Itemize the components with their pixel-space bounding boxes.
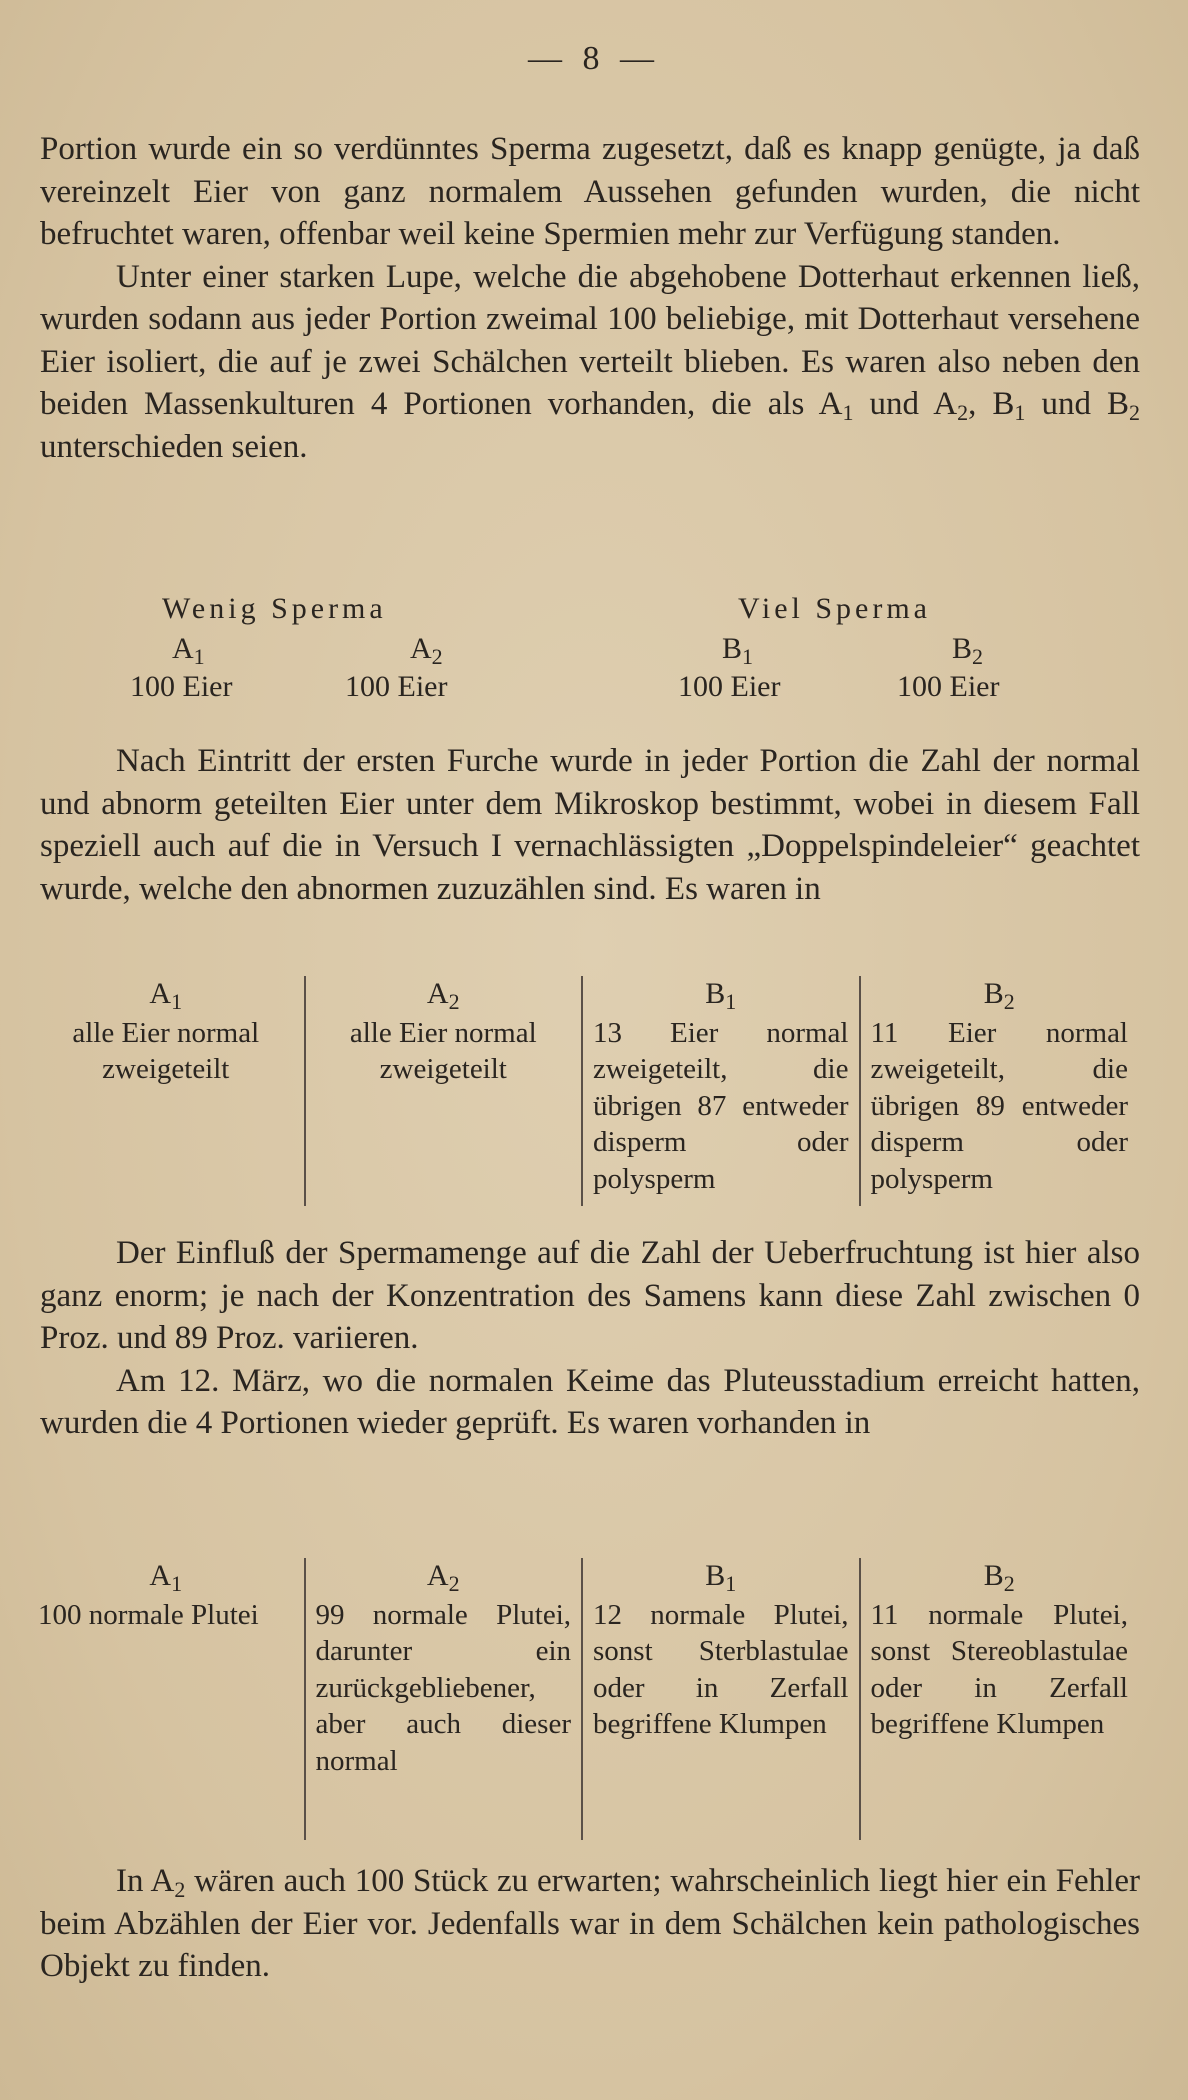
table-pluteus-stage bbox=[28, 1558, 1138, 1840]
paragraph-2: Unter einer starken Lupe, welche die abgehobene Dotterhaut erkennen ließ, wurden sodann aus jeder Portion zweimal 100 beliebige, mit Dotterhaut versehene Eier isoliert, die auf je zwei Schälchen verteilt blieben. Es waren also neben den beiden Massenkulturen 4 Portionen vorhanden, die als $A_1$ und $A_2$, $B_1$ und $B_2$ unterschieden seien. bbox=[40, 258, 1140, 465]
count-b2: 100 Eier bbox=[897, 670, 1000, 703]
paragraph-2-text: Unter einer starken Lupe, welche die abgehobene Dotterhaut erkennen ließ, wurden sodann aus jeder Portion zweimal 100 beliebige, mit Dotterhaut versehene Eier isoliert, die auf je zwei Schälchen verteilt blieben. Es waren also neben den beiden Massenkulturen 4 Portionen vorhanden, die als bbox=[40, 258, 1140, 422]
count-b1: 100 Eier bbox=[678, 670, 781, 703]
table2-col-b2: $B_2$ 11 normale Plutei, sonst Stereoblastulae oder in Zerfall begriffene Klumpen bbox=[861, 1558, 1139, 1840]
table1-cell-a1: alle Eier normal zweigeteilt bbox=[72, 1016, 260, 1085]
portion-a1: $A_1$ bbox=[172, 632, 205, 669]
table1-cell-b1: 13 Eier normal zweigeteilt, die übrigen 87 entweder disperm oder polysperm bbox=[593, 1016, 849, 1195]
body-text-bottom bbox=[40, 1860, 1140, 1988]
label-b2: $B_2$ bbox=[1106, 386, 1140, 425]
body-text-top bbox=[40, 128, 1140, 468]
label-a1: $A_1$ bbox=[818, 386, 854, 425]
table1-cell-b2: 11 Eier normal zweigeteilt, die übrigen 89 entweder disperm oder polysperm bbox=[870, 1016, 1128, 1195]
page-number: — 8 — bbox=[528, 40, 660, 77]
table-first-furrow bbox=[28, 976, 1138, 1206]
heading-viel-sperma: Viel Sperma bbox=[738, 592, 931, 625]
label-b1: $B_1$ bbox=[992, 386, 1026, 425]
paragraph-2-end: unterschieden seien. bbox=[40, 428, 308, 465]
paragraph-1: Portion wurde ein so verdünntes Sperma zugesetzt, daß es knapp genügte, ja daß vereinzelt Eier von ganz normalem Aussehen gefunden wurden, die nicht befruchtet waren, offenbar weil keine Spermien mehr zur Verfügung standen. bbox=[40, 131, 1140, 252]
paragraph-4: Der Einfluß der Spermamenge auf die Zahl der Ueberfruchtung ist hier also ganz enorm; je nach der Konzentration des Samens kann diese Zahl zwischen 0 Proz. und 89 Proz. variieren. bbox=[40, 1235, 1140, 1356]
table2-cell-a1: 100 normale Plutei bbox=[38, 1598, 259, 1631]
table1-cell-a2: alle Eier normal zweigeteilt bbox=[349, 1016, 537, 1085]
table1-col-a1: $A_1$ alle Eier normal zweigeteilt bbox=[28, 976, 306, 1206]
body-text-lower bbox=[40, 1232, 1140, 1445]
table2-cell-a2: 99 normale Plutei, darunter ein zurückgebliebener, aber auch dieser normal bbox=[315, 1598, 571, 1777]
count-a2: 100 Eier bbox=[345, 670, 448, 703]
portion-b1: $B_1$ bbox=[722, 632, 754, 669]
heading-wenig-sperma: Wenig Sperma bbox=[162, 592, 387, 625]
table1-col-b2: $B_2$ 11 Eier normal zweigeteilt, die übrigen 89 entweder disperm oder polysperm bbox=[861, 976, 1139, 1206]
label-a2: $A_2$ bbox=[933, 386, 969, 425]
table1-col-a2: $A_2$ alle Eier normal zweigeteilt bbox=[306, 976, 584, 1206]
table2-col-a1: $A_1$ 100 normale Plutei bbox=[28, 1558, 306, 1840]
portion-b2: $B_2$ bbox=[952, 632, 984, 669]
table2-col-a2: $A_2$ 99 normale Plutei, darunter ein zurückgebliebener, aber auch dieser normal bbox=[306, 1558, 584, 1840]
table2-cell-b2: 11 normale Plutei, sonst Stereoblastulae oder in Zerfall begriffene Klumpen bbox=[870, 1598, 1128, 1740]
table2-cell-b1: 12 normale Plutei, sonst Sterblastulae oder in Zerfall begriffene Klumpen bbox=[593, 1598, 849, 1740]
count-a1: 100 Eier bbox=[130, 670, 233, 703]
body-text-mid bbox=[40, 740, 1140, 910]
sperm-portions bbox=[0, 592, 1188, 712]
paragraph-3: Nach Eintritt der ersten Furche wurde in jeder Portion die Zahl der normal und abnorm geteilten Eier unter dem Mikroskop bestimmt, wobei in diesem Fall speziell auch auf die in Versuch I vernachlässigten „Doppelspindeleier“ geachtet wurde, welche den abnormen zuzuzählen sind. Es waren in bbox=[40, 743, 1140, 907]
label-a2-inline: $A_2$ bbox=[150, 1863, 186, 1902]
table1-col-b1: $B_1$ 13 Eier normal zweigeteilt, die übrigen 87 entweder disperm oder polysperm bbox=[583, 976, 861, 1206]
paragraph-6: In $A_2$ wären auch 100 Stück zu erwarten; wahrscheinlich liegt hier ein Fehler beim Abzählen der Eier vor. Jedenfalls war in dem Schälchen kein pathologisches Objekt zu finden. bbox=[40, 1863, 1140, 1984]
paragraph-5: Am 12. März, wo die normalen Keime das Pluteusstadium erreicht hatten, wurden die 4 Portionen wieder geprüft. Es waren vorhanden in bbox=[40, 1362, 1140, 1441]
portion-a2: $A_2$ bbox=[410, 632, 443, 669]
table2-col-b1: $B_1$ 12 normale Plutei, sonst Sterblastulae oder in Zerfall begriffene Klumpen bbox=[583, 1558, 861, 1840]
